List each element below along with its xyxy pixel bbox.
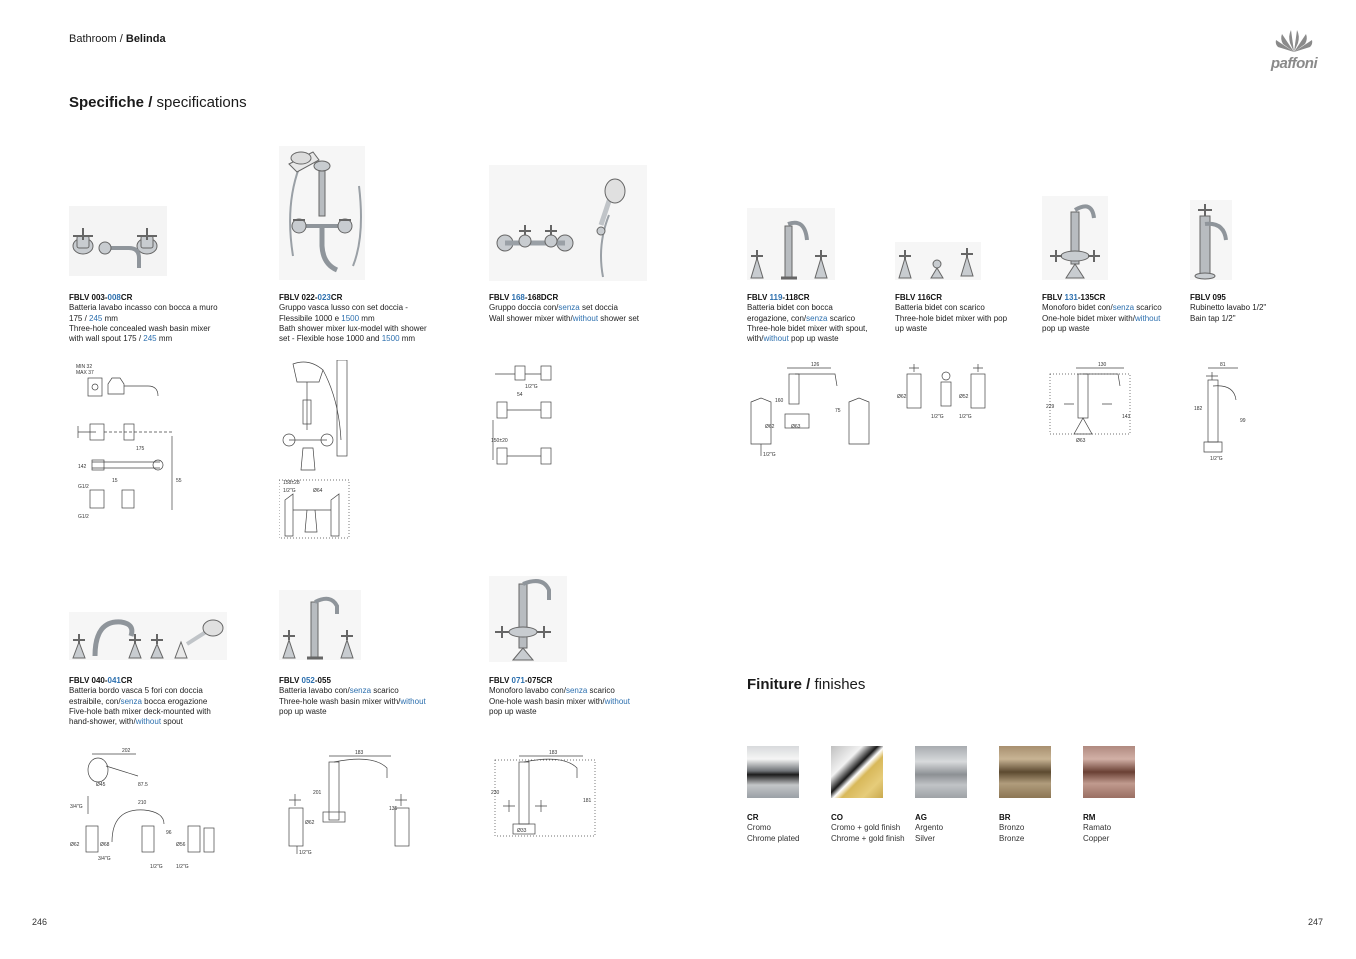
brand-logo <box>1262 30 1326 72</box>
product-code: FBLV 040-041CR <box>69 676 133 685</box>
dim-label: 1/2"G <box>1210 456 1223 462</box>
product-code: FBLV 168-168DCR <box>489 293 559 302</box>
tech-drawing-fblv-071 <box>491 750 601 838</box>
brand-name: paffoni <box>1270 55 1318 72</box>
finish-name-en: Copper <box>1083 833 1110 843</box>
finish-name-en: Chrome plated <box>747 833 800 843</box>
tech-drawing-fblv-168 <box>491 360 557 470</box>
dim-label: 1/2"G <box>763 452 776 458</box>
dim-label: Ø68 <box>100 842 110 848</box>
product-image-fblv-040 <box>69 612 227 660</box>
dim-label: Ø64 <box>313 488 323 494</box>
product-desc-it: Batteria lavabo con/senza scarico <box>279 686 399 696</box>
dim-label: 126 <box>811 362 820 368</box>
dim-label: G1/2 <box>78 484 89 490</box>
product-code: FBLV 052-055 <box>279 676 331 685</box>
product-desc-it: Gruppo doccia con/senza set doccia <box>489 303 618 313</box>
dim-label: 202 <box>122 748 131 754</box>
product-desc-it: Batteria lavabo incasso con bocca a muro <box>69 303 218 313</box>
dim-label: 1/2"G <box>299 850 312 856</box>
product-code: FBLV 071-075CR <box>489 676 553 685</box>
product-desc-en-2: pop up waste <box>489 706 537 716</box>
finish-label-rm <box>1083 813 1111 844</box>
dim-label: 135 <box>389 806 398 812</box>
product-image-fblv-071 <box>489 576 567 662</box>
tech-drawing-fblv-095 <box>1194 360 1250 464</box>
swatch-copper <box>1083 746 1135 798</box>
product-desc-en: Bain tap 1/2" <box>1190 313 1236 323</box>
product-desc-en: Three-hole concealed wash basin mixer <box>69 323 211 333</box>
dim-label: 210 <box>138 800 147 806</box>
finish-name-it: Ramato <box>1083 823 1112 833</box>
swatch-chrome-gold <box>831 746 883 798</box>
dim-label: 81 <box>1220 362 1226 368</box>
dim-label: 1/2"G <box>959 414 972 420</box>
finish-name-it: Cromo <box>747 823 772 833</box>
dim-label: 99 <box>1240 418 1246 424</box>
finish-name-en: Chrome + gold finish <box>831 833 905 843</box>
dim-label: 142 <box>78 464 87 470</box>
product-desc-en-2: pop up waste <box>1042 323 1090 333</box>
breadcrumb <box>69 33 166 45</box>
product-desc-en: Bath shower mixer lux-model with shower <box>279 323 427 333</box>
dim-label: Ø62 <box>765 424 775 430</box>
product-desc-en-2: up waste <box>895 323 928 333</box>
dim-label: 15 <box>112 478 118 484</box>
product-code: FBLV 022-023CR <box>279 293 343 302</box>
finish-label-ag <box>915 813 943 844</box>
product-code: FBLV 116CR <box>895 293 942 302</box>
dim-label: 181 <box>583 798 592 804</box>
dim-label: 96 <box>166 830 172 836</box>
finish-name-it: Bronzo <box>999 823 1025 833</box>
product-desc-en: Three-hole bidet mixer with pop <box>895 313 1008 323</box>
dim-label: Ø63 <box>791 424 801 430</box>
product-desc-it-2: estraibile, con/senza bocca erogazione <box>69 696 208 706</box>
product-desc-it: Monoforo bidet con/senza scarico <box>1042 303 1162 313</box>
finish-name-it: Argento <box>915 823 944 833</box>
swatch-bronze <box>999 746 1051 798</box>
dim-label: 87.5 <box>138 782 148 788</box>
dim-label: 229 <box>1046 404 1055 410</box>
dim-label: 182 <box>1194 406 1203 412</box>
dim-label: Ø62 <box>70 842 80 848</box>
dim-label: 1/2"G <box>931 414 944 420</box>
product-image-fblv-003 <box>69 206 167 276</box>
product-text-fblv-131 <box>1042 293 1162 334</box>
finish-label-br <box>999 813 1024 844</box>
dim-label: 54 <box>517 392 523 398</box>
product-code: FBLV 131-135CR <box>1042 293 1106 302</box>
product-text-fblv-071 <box>489 676 630 717</box>
tech-drawing-fblv-119 <box>745 360 873 460</box>
product-image-fblv-116 <box>895 242 981 280</box>
product-desc-en-2: with/without pop up waste <box>747 334 839 344</box>
product-image-fblv-119 <box>747 208 835 280</box>
finishes-title <box>747 676 865 693</box>
breadcrumb-section: Bathroom / <box>69 33 123 45</box>
product-desc-it: Monoforo lavabo con/senza scarico <box>489 686 615 696</box>
product-desc-en-2: set - Flexible hose 1000 and 1500 mm <box>279 334 416 344</box>
dim-label: G1/2 <box>78 514 89 520</box>
tech-drawing-fblv-003 <box>72 362 184 524</box>
tech-drawing-fblv-116 <box>897 362 995 422</box>
dim-label: 183 <box>355 750 364 756</box>
dim-label: 1/2"G <box>150 864 163 870</box>
dim-label: 1/2"G <box>525 384 538 390</box>
specs-title-bold: Specifiche / <box>69 94 153 111</box>
product-code: FBLV 119-118CR <box>747 293 810 302</box>
finish-code: RM <box>1083 813 1096 822</box>
tech-drawing-fblv-040 <box>68 746 224 872</box>
dim-label: Ø45 <box>96 782 106 788</box>
finishes-title-light: finishes <box>814 676 866 693</box>
dim-label: 143 <box>1122 414 1131 420</box>
product-desc-it: Batteria bidet con scarico <box>895 303 985 313</box>
finish-name-en: Bronze <box>999 833 1025 843</box>
dim-label: 55 <box>176 478 182 484</box>
dim-label: 150±20 <box>491 438 508 444</box>
product-desc-en: One-hole bidet mixer with/without <box>1042 313 1161 323</box>
product-desc-it: Rubinetto lavabo 1/2" <box>1190 303 1267 313</box>
product-desc-en: Wall shower mixer with/without shower set <box>489 313 639 323</box>
product-text-fblv-119 <box>747 293 868 344</box>
dim-label: 201 <box>313 790 322 796</box>
finish-code: CO <box>831 813 843 822</box>
product-desc-en-2: hand-shower, with/without spout <box>69 717 183 727</box>
product-desc-en-2: with wall spout 175 / 245 mm <box>69 334 173 344</box>
specs-title-light: specifications <box>156 94 247 111</box>
dim-label: Ø63 <box>1076 438 1086 444</box>
product-image-fblv-052 <box>279 590 361 660</box>
product-desc-it-2: 175 / 245 mm <box>69 313 118 323</box>
dim-label: 130 <box>1098 362 1107 368</box>
swatch-silver <box>915 746 967 798</box>
product-code: FBLV 003-008CR <box>69 293 133 302</box>
dim-label: 75 <box>835 408 841 414</box>
finish-label-co <box>831 813 905 844</box>
tech-drawing-fblv-131 <box>1046 360 1136 444</box>
dim-label: 3/4"G <box>70 804 83 810</box>
tech-drawing-fblv-052 <box>283 750 423 856</box>
tech-drawing-fblv-022 <box>279 360 353 540</box>
dim-label: Ø62 <box>305 820 315 826</box>
finish-name-it: Cromo + gold finish <box>831 823 901 833</box>
product-text-fblv-052 <box>279 676 426 717</box>
product-image-fblv-022 <box>279 146 365 280</box>
dim-label: MIN 32 <box>76 364 93 370</box>
product-desc-en: Three-hole bidet mixer with spout, <box>747 323 868 333</box>
dim-label: 160 <box>775 398 784 404</box>
swatch-chrome <box>747 746 799 798</box>
dim-label: 175 <box>136 446 145 452</box>
product-desc-en: Three-hole wash basin mixer with/without <box>279 696 426 706</box>
product-text-fblv-168 <box>489 293 639 324</box>
dim-label: 1/2"G <box>283 488 296 494</box>
specs-title <box>69 94 247 111</box>
product-desc-it: Batteria bidet con bocca <box>747 303 833 313</box>
product-text-fblv-022 <box>279 293 427 344</box>
product-desc-it: Batteria bordo vasca 5 fori con doccia <box>69 686 203 696</box>
product-code: FBLV 095 <box>1190 293 1226 302</box>
finish-code: CR <box>747 813 759 822</box>
breadcrumb-collection: Belinda <box>125 33 166 45</box>
page-number-left: 246 <box>32 917 48 927</box>
page-number-right: 247 <box>1308 917 1324 927</box>
product-desc-en: Five-hole bath mixer deck-mounted with <box>69 706 211 716</box>
dim-label: Ø33 <box>517 828 527 834</box>
product-image-fblv-168 <box>489 165 647 281</box>
product-text-fblv-003 <box>69 293 218 344</box>
product-text-fblv-116 <box>895 293 1007 334</box>
product-desc-it-2: erogazione, con/senza scarico <box>747 313 856 323</box>
finish-name-en: Silver <box>915 833 936 843</box>
product-image-fblv-131 <box>1042 196 1108 280</box>
product-text-fblv-040 <box>69 676 211 727</box>
dim-label: MAX 37 <box>76 370 94 376</box>
finish-label-cr <box>747 813 799 844</box>
dim-label: Ø52 <box>959 394 969 400</box>
product-desc-en-2: pop up waste <box>279 706 327 716</box>
dim-label: 158±28 <box>283 480 300 486</box>
dim-label: 230 <box>491 790 500 796</box>
dim-label: Ø62 <box>897 394 907 400</box>
product-desc-it-2: Flessibile 1000 e 1500 mm <box>279 313 375 323</box>
dim-label: 3/4"G <box>98 856 111 862</box>
product-desc-it: Gruppo vasca lusso con set doccia - <box>279 303 408 313</box>
product-text-fblv-095 <box>1190 293 1266 324</box>
dim-label: 1/2"G <box>176 864 189 870</box>
finishes-title-bold: Finiture / <box>747 676 811 693</box>
product-desc-en: One-hole wash basin mixer with/without <box>489 696 630 706</box>
dim-label: Ø56 <box>176 842 186 848</box>
product-image-fblv-095 <box>1190 200 1232 280</box>
finish-code: BR <box>999 813 1011 822</box>
dim-label: 183 <box>549 750 558 756</box>
finish-code: AG <box>915 813 927 822</box>
